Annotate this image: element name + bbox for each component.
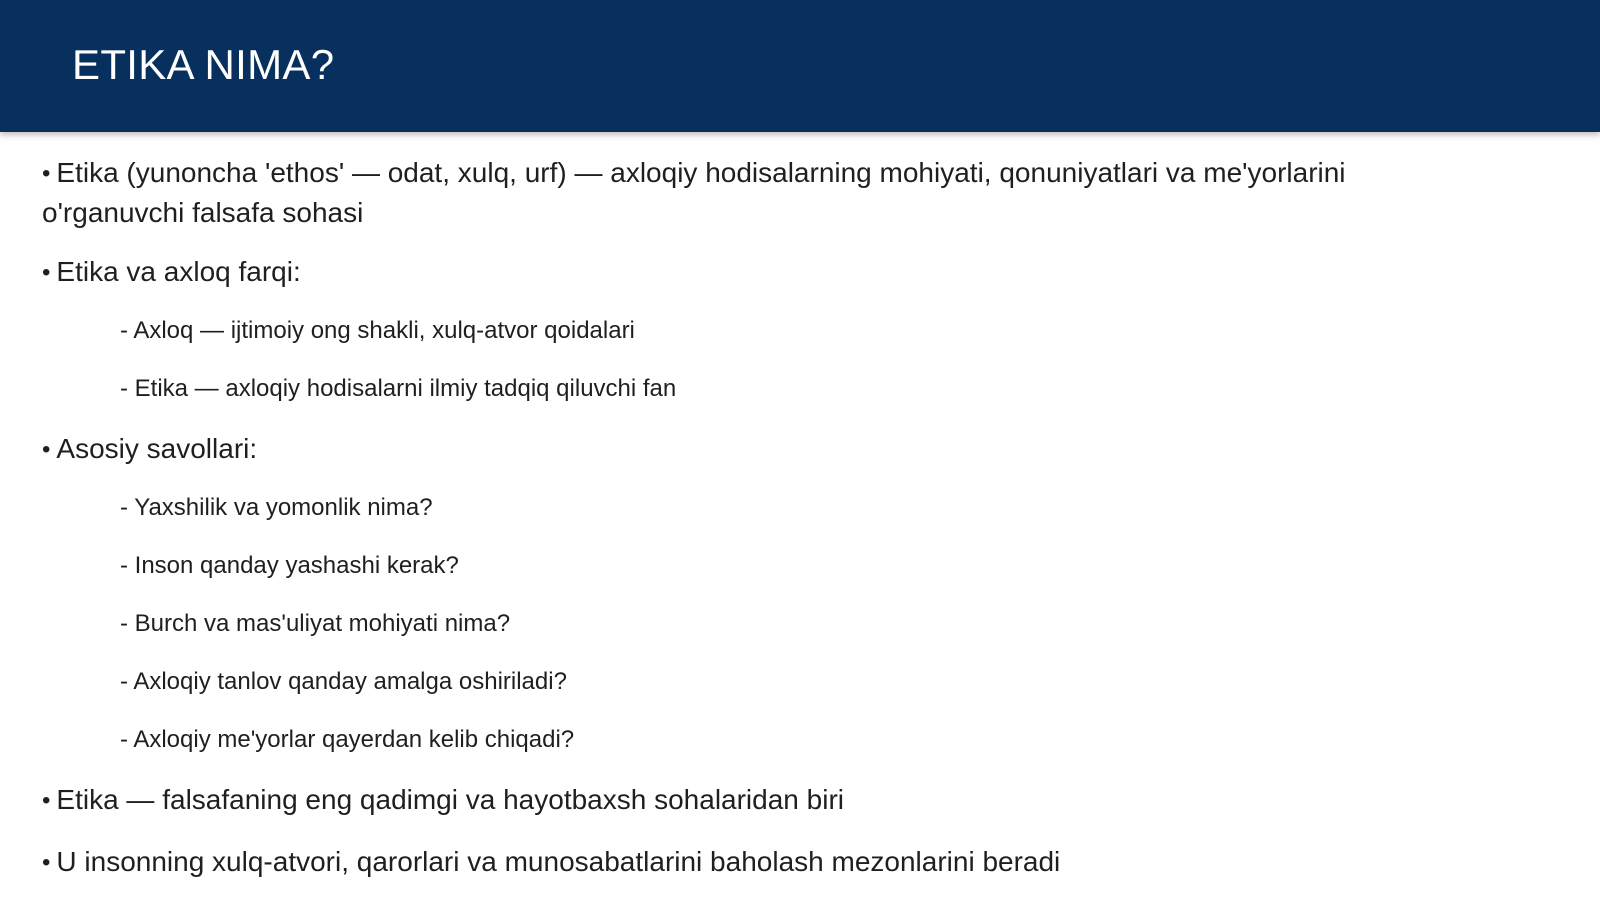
sub-item: - Burch va mas'uliyat mohiyati nima? xyxy=(120,610,511,637)
bullet-item xyxy=(42,252,1482,292)
sub-item: - Axloqiy tanlov qanday amalga oshiriladi? xyxy=(120,668,567,695)
sub-item: - Yaxshilik va yomonlik nima? xyxy=(120,494,433,521)
sub-item: - Axloq — ijtimoiy ong shakli, xulq-atvor qoidalari xyxy=(120,317,635,344)
bullet-item xyxy=(42,780,1482,820)
bullet-icon: • xyxy=(42,436,51,463)
slide-title: ETIKA NIMA? xyxy=(72,41,335,88)
bullet-item xyxy=(42,429,1482,469)
bullet-text: Etika va axloq farqi: xyxy=(56,256,301,287)
bullet-item xyxy=(42,842,1482,882)
bullet-icon: • xyxy=(42,787,51,814)
bullet-text: Etika — falsafaning eng qadimgi va hayotbaxsh sohalaridan biri xyxy=(56,784,844,815)
bullet-text: U insonning xulq-atvori, qarorlari va munosabatlarini baholash mezonlarini beradi xyxy=(56,846,1061,877)
bullet-item xyxy=(42,153,1482,232)
sub-item: - Etika — axloqiy hodisalarni ilmiy tadqiq qiluvchi fan xyxy=(120,375,677,402)
bullet-icon: • xyxy=(42,849,51,876)
bullet-icon: • xyxy=(42,259,51,286)
bullet-text: Asosiy savollari: xyxy=(56,433,258,464)
bullet-icon: • xyxy=(42,160,51,187)
sub-item: - Inson qanday yashashi kerak? xyxy=(120,552,459,579)
sub-item: - Axloqiy me'yorlar qayerdan kelib chiqadi? xyxy=(120,726,575,753)
bullet-text: Etika (yunoncha 'ethos' — odat, xulq, urf) — axloqiy hodisalarning mohiyati, qonuniyatlari va me'yorlarini o'rganuvchi falsafa sohasi xyxy=(42,157,1346,228)
